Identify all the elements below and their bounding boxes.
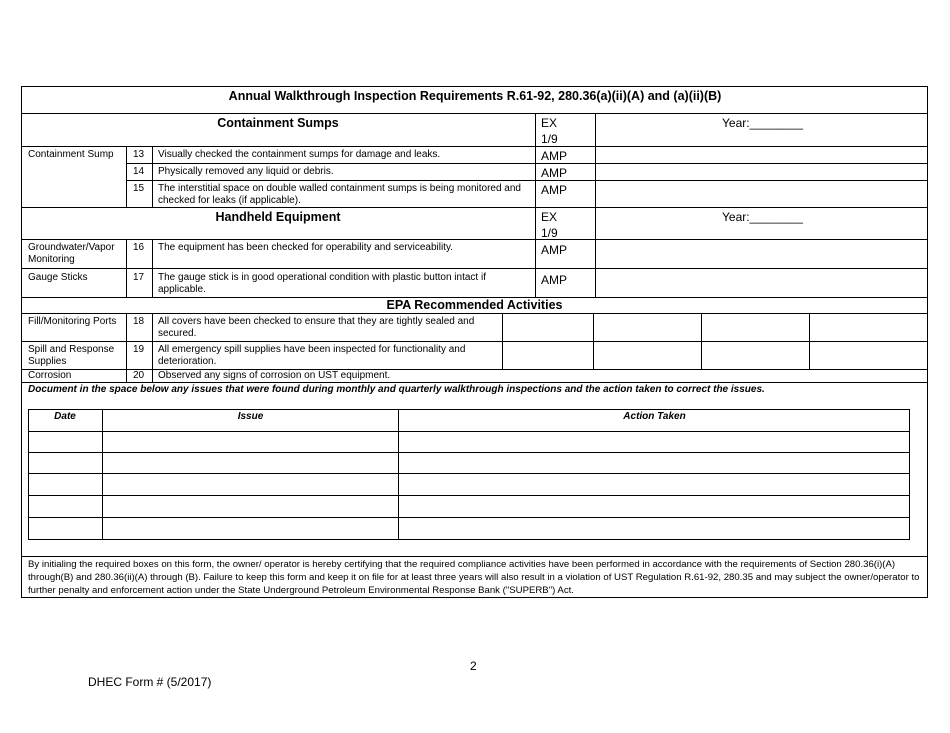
divider <box>126 313 127 382</box>
divider <box>593 313 594 369</box>
item-number: 13 <box>133 149 145 160</box>
amp-code: AMP <box>541 166 568 180</box>
ex-label-containment: EX <box>541 116 558 130</box>
divider <box>152 313 153 382</box>
table-row <box>28 517 910 518</box>
page-number: 2 <box>470 659 477 673</box>
ex-label-handheld: EX <box>541 210 558 224</box>
divider <box>502 313 503 369</box>
ex-value-containment: 1/9 <box>541 132 558 146</box>
category-fill-monitoring: Fill/Monitoring Ports <box>28 316 117 327</box>
divider <box>126 163 928 164</box>
divider <box>701 313 702 369</box>
table-row <box>28 495 910 496</box>
divider <box>126 239 127 297</box>
divider <box>21 239 928 240</box>
divider <box>21 341 928 342</box>
divider <box>595 207 596 297</box>
divider <box>102 409 103 540</box>
divider <box>398 409 399 540</box>
divider <box>21 146 928 147</box>
divider <box>535 113 536 207</box>
item-number: 18 <box>133 316 145 327</box>
item-number: 16 <box>133 242 145 253</box>
section-heading-containment: Containment Sumps <box>217 116 339 130</box>
amp-code: AMP <box>541 183 568 197</box>
item-number: 17 <box>133 272 145 283</box>
category-gauge-sticks: Gauge Sticks <box>28 272 88 283</box>
item-description: The gauge stick is in good operational condition with plastic button intact if applicable. <box>158 272 486 295</box>
form-id: DHEC Form # (5/2017) <box>88 675 212 689</box>
item-description: The equipment has been checked for operability and serviceability. <box>158 242 453 253</box>
item-description: Visually checked the containment sumps for damage and leaks. <box>158 149 441 160</box>
divider <box>28 431 910 432</box>
item-number: 19 <box>133 344 145 355</box>
divider <box>152 146 153 207</box>
certification-text: By initialing the required boxes on this form, the owner/ operator is hereby certifying that the required compliance activities have been performed in accordance with the requirements of Section 280.36(i)(A) through(B) and 280.36(ii)(A) through (B). Failure to keep this form and keep it on file for at least three years will also result in a violation of UST Regulation R.61-92, 280.35 and may subject the owner/operator to further penalty and enforcement action under the State Underground Petroleum Environmental Response Bank ("SUPERB") Act. <box>28 559 920 596</box>
section-heading-epa: EPA Recommended Activities <box>386 298 563 312</box>
log-header-date: Date <box>54 411 76 422</box>
item-description: Observed any signs of corrosion on UST equipment. <box>158 370 391 381</box>
log-header-action: Action Taken <box>623 411 686 422</box>
log-instruction: Document in the space below any issues that were found during monthly and quarterly walkthrough inspections and the action taken to correct the issues. <box>28 384 765 395</box>
category-groundwater: Groundwater/Vapor Monitoring <box>28 242 115 265</box>
divider <box>535 207 536 297</box>
form-title: Annual Walkthrough Inspection Requirements R.61-92, 280.36(a)(ii)(A) and (a)(ii)(B) <box>228 89 722 103</box>
year-field-handheld[interactable]: Year:________ <box>722 210 803 224</box>
amp-code: AMP <box>541 273 568 287</box>
divider <box>595 113 596 207</box>
item-description: The interstitial space on double walled containment sumps is being monitored and checked for leaks (if applicable). <box>158 183 521 206</box>
table-row <box>28 452 910 453</box>
item-description: All emergency spill supplies have been inspected for functionality and deterioration. <box>158 344 466 367</box>
section-heading-handheld: Handheld Equipment <box>215 210 341 224</box>
log-header-issue: Issue <box>237 411 264 422</box>
divider <box>809 313 810 369</box>
ex-value-handheld: 1/9 <box>541 226 558 240</box>
divider <box>21 556 928 557</box>
item-description: Physically removed any liquid or debris. <box>158 166 334 177</box>
divider <box>21 113 928 114</box>
divider <box>21 207 928 208</box>
item-number: 14 <box>133 166 145 177</box>
divider <box>21 382 928 383</box>
item-number: 20 <box>133 370 145 381</box>
divider <box>152 239 153 297</box>
divider <box>21 313 928 314</box>
amp-code: AMP <box>541 149 568 163</box>
category-corrosion: Corrosion <box>28 370 72 381</box>
issue-log-table <box>28 409 910 540</box>
category-spill-response: Spill and Response Supplies <box>28 344 115 367</box>
divider <box>126 146 127 207</box>
divider <box>21 268 928 269</box>
divider <box>126 180 928 181</box>
category-containment-sump: Containment Sump <box>28 149 114 160</box>
item-description: All covers have been checked to ensure that they are tightly sealed and secured. <box>158 316 475 339</box>
table-row <box>28 473 910 474</box>
item-number: 15 <box>133 183 145 194</box>
amp-code: AMP <box>541 243 568 257</box>
year-field-containment[interactable]: Year:________ <box>722 116 803 130</box>
